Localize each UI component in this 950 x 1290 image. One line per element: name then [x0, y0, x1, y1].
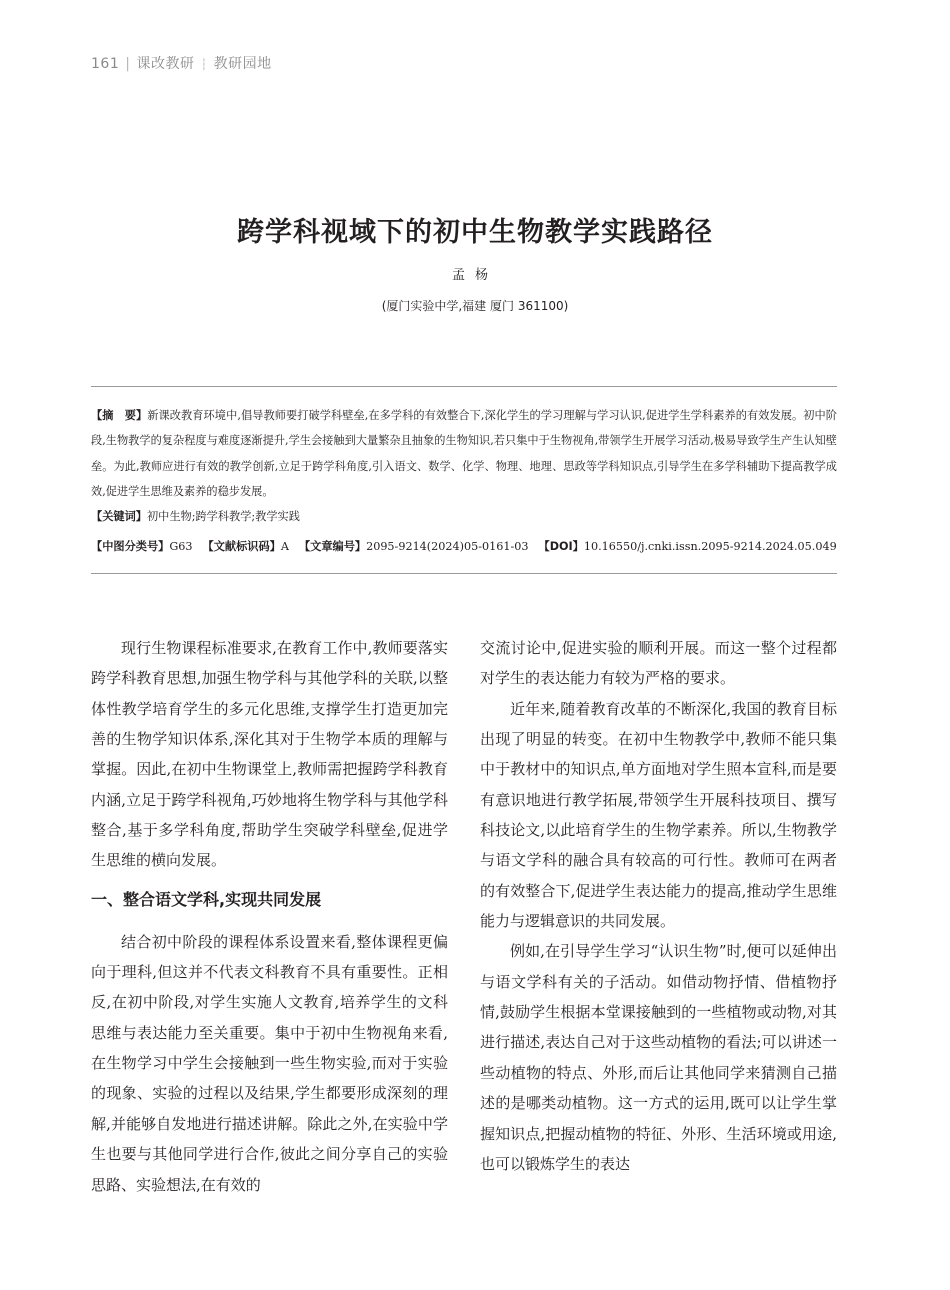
header-section: 课改教研 [136, 56, 195, 72]
keywords-label: 【关键词】 [91, 510, 147, 523]
article-no-label: 【文章编号】 [298, 540, 367, 553]
body-column-left [91, 633, 448, 1200]
doi-value: 10.16550/j.cnki.issn.2095-9214.2024.05.049 [583, 540, 837, 553]
paragraph-continued: 交流讨论中,促进实验的顺利开展。而这一整个过程都对学生的表达能力有较为严格的要求。 [480, 639, 837, 688]
header-divider-dotted: ┆ [200, 58, 208, 71]
clc-label: 【中图分类号】 [91, 540, 170, 553]
doi-label: 【DOI】 [538, 540, 584, 553]
paragraph: 近年来,随着教育改革的不断深化,我国的教育目标出现了明显的转变。在初中生物教学中,教师不能只集中于教材中的知识点,单方面地对学生照本宣科,而是要有意识地进行教学拓展,带领学生开展科技项目、撰写科技论文,以此培育学生的生物学素养。所以,生物教学与语文学科的融合具有较高的可行性。教师可在两者的有效整合下,促进学生表达能力的提高,推动学生思维能力与逻辑意识的共同发展。 [480, 699, 837, 931]
paragraph: 例如,在引导学生学习“认识生物”时,便可以延伸出与语文学科有关的子活动。如借动物抒情、借植物抒情,鼓励学生根据本堂课接触到的一些植物或动物,对其进行描述,表达自己对于这些动植物的看法;可以讲述一些动植物的特点、外形,而后让其他同学来猜测自己描述的是哪类动植物。这一方式的运用,既可以让学生掌握知识点,把握动植物的特征、外形、生活环境或用途,也可以锻炼学生的表达 [480, 942, 837, 1173]
clc-value: G63 [169, 540, 193, 553]
author-affiliation: (厦门实验中学,福建 厦门 361100) [381, 299, 569, 313]
abstract [91, 403, 837, 505]
doc-code-value: A [280, 540, 289, 553]
keywords [91, 508, 837, 524]
header-divider: | [125, 56, 131, 72]
article-no-value: 2095-9214(2024)05-0161-03 [366, 540, 529, 553]
author-name: 孟杨 [451, 268, 498, 283]
abstract-text: 新课改教育环境中,倡导教师要打破学科壁垒,在多学科的有效整合下,深化学生的学习理解与学习认识,促进学生学科素养的有效发展。初中阶段,生物教学的复杂程度与难度逐渐提升,学生会接触到大量繁杂且抽象的生物知识,若只集中于生物视角,带领学生开展学习活动,极易导致学生产生认知壁垒。为此,教师应进行有效的教学创新,立足于跨学科角度,引入语文、数学、化学、物理、地理、思政等学科知识点,引导学生在多学科辅助下提高教学成效,促进学生思维及素养的稳步发展。 [91, 409, 837, 499]
abstract-label: 【摘 要】 [91, 409, 148, 422]
paragraph: 现行生物课程标准要求,在教育工作中,教师要落实跨学科教育思想,加强生物学科与其他学科的关联,以整体性教学培育学生的多元化思维,支撑学生打造更加完善的生物学知识体系,深化其对于生物学本质的理解与掌握。因此,在初中生物课堂上,教师需把握跨学科教育内涵,立足于跨学科视角,巧妙地将生物学科与其他学科整合,基于多学科角度,帮助学生突破学科壁垒,促进学生思维的横向发展。 [91, 639, 448, 870]
paragraph: 结合初中阶段的课程体系设置来看,整体课程更偏向于理科,但这并不代表文科教育不具有重要性。正相反,在初中阶段,对学生实施人文教育,培养学生的文科思维与表达能力至关重要。集中于初中生物视角来看,在生物学习中学生会接触到一些生物实验,而对于实验的现象、实验的过程以及结果,学生都要形成深刻的理解,并能够自发地进行描述讲解。除此之外,在实验中学生也要与其他同学进行合作,彼此之间分享自己的实验思路、实验想法,在有效的 [91, 932, 448, 1194]
keywords-text: 初中生物;跨学科教学;教学实践 [146, 510, 300, 523]
classification-line [91, 538, 837, 554]
top-rule [91, 386, 837, 387]
running-header [91, 53, 272, 73]
section-heading: 一、整合语文学科,实现共同发展 [91, 889, 322, 909]
body-column-right [480, 633, 837, 1179]
page-number: 161 [91, 56, 120, 72]
header-subsection: 教研园地 [213, 56, 272, 72]
bottom-rule [91, 573, 837, 574]
doc-code-label: 【文献标识码】 [202, 540, 281, 553]
article-title: 跨学科视域下的初中生物教学实践路径 [237, 217, 713, 248]
